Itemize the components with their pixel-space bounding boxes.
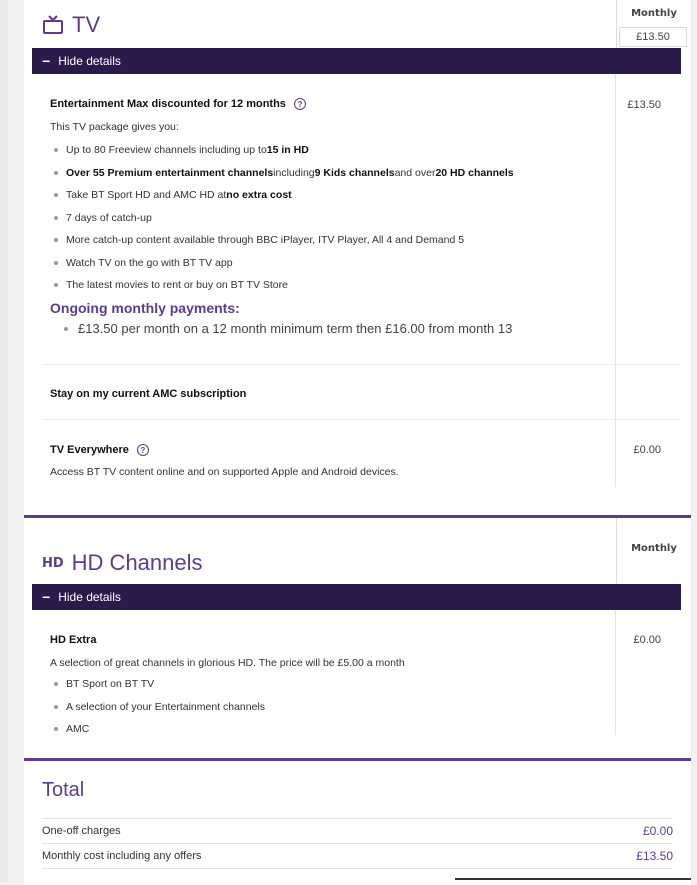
hd-heading [42, 550, 203, 576]
package-feature-list [50, 139, 514, 297]
amc-subscription-label: Stay on my current AMC subscription [50, 388, 247, 400]
left-gutter [0, 0, 8, 882]
tv-everywhere-title-text: TV Everywhere [50, 444, 129, 456]
ongoing-payments-line [64, 321, 512, 336]
bullet-icon [54, 171, 58, 175]
ongoing-payments-text: £13.50 per month on a 12 month minimum term then £16.00 from month 13 [78, 321, 513, 336]
list-item: Up to 80 Freeview channels including up to 15 in HD [50, 139, 514, 162]
tv-hide-details-label: Hide details [58, 54, 121, 68]
hd-hide-details-button[interactable] [32, 584, 681, 610]
minus-icon: − [42, 53, 51, 69]
tv-heading [42, 12, 100, 38]
one-off-charges-label: One-off charges [42, 825, 121, 837]
bullet-icon [64, 327, 68, 331]
package-title-text: Entertainment Max discounted for 12 months [50, 98, 286, 110]
list-item: AMC [50, 718, 265, 741]
hd-title: HD Channels [71, 550, 203, 575]
bullet-icon [54, 148, 58, 152]
bullet-icon [54, 705, 58, 709]
hd-icon: HD [42, 555, 64, 571]
tv-title: TV [72, 12, 101, 37]
ongoing-payments-title: Ongoing monthly payments: [50, 300, 240, 316]
list-item: More catch-up content available through BBC iPlayer, ITV Player, All 4 and Demand 5 [50, 229, 514, 252]
one-off-charges-row [42, 818, 673, 843]
tv-icon [42, 15, 64, 35]
hd-channels-section [24, 515, 691, 761]
help-icon[interactable]: ? [137, 444, 149, 456]
hd-extra-title: HD Extra [50, 634, 97, 646]
price-column-divider [615, 74, 616, 487]
help-icon[interactable]: ? [294, 98, 306, 110]
list-item: Take BT Sport HD and AMC HD at no extra cost [50, 184, 514, 207]
list-item: Watch TV on the go with BT TV app [50, 252, 514, 275]
bullet-icon [54, 238, 58, 242]
tv-section [24, 0, 691, 515]
bullet-icon [54, 193, 58, 197]
tv-everywhere-price: £0.00 [633, 444, 661, 456]
hd-hide-details-label: Hide details [58, 590, 121, 604]
monthly-cost-label: Monthly cost including any offers [42, 850, 202, 862]
row-divider [42, 419, 681, 420]
monthly-cost-value: £13.50 [636, 849, 673, 863]
row-divider [42, 364, 681, 365]
bullet-icon [54, 261, 58, 265]
one-off-charges-value: £0.00 [642, 824, 673, 838]
amc-subscription-option[interactable] [50, 388, 246, 400]
bullet-icon [54, 727, 58, 731]
hd-extra-description: A selection of great channels in glorious HD. The price will be £5.00 a month [50, 657, 405, 669]
tv-everywhere-description: Access BT TV content online and on supported Apple and Android devices. [50, 466, 399, 478]
hd-monthly-label: Monthly [631, 543, 677, 554]
monthly-cost-row [42, 843, 673, 869]
tv-everywhere-title [50, 444, 149, 456]
package-intro: This TV package gives you: [50, 121, 179, 133]
total-title: Total [42, 779, 85, 801]
list-item: Over 55 Premium entertainment channels including 9 Kids channels and over 20 HD channels [50, 162, 514, 185]
tv-header-price: £13.50 [619, 27, 687, 47]
bottom-edge-line [455, 878, 691, 880]
list-item: 7 days of catch-up [50, 207, 514, 230]
hd-extra-price: £0.00 [633, 634, 661, 646]
hd-feature-list [50, 673, 265, 741]
price-column-divider [615, 610, 616, 735]
list-item: The latest movies to rent or buy on BT TV Store [50, 274, 514, 297]
minus-icon: − [42, 589, 51, 605]
bullet-icon [54, 682, 58, 686]
list-item: BT Sport on BT TV [50, 673, 265, 696]
hd-monthly-header [616, 518, 691, 584]
package-title [50, 98, 306, 110]
package-price: £13.50 [627, 99, 661, 111]
tv-hide-details-button[interactable] [32, 48, 681, 74]
bullet-icon [54, 283, 58, 287]
list-item: A selection of your Entertainment channels [50, 696, 265, 719]
total-section [24, 758, 691, 885]
tv-monthly-label: Monthly [631, 8, 677, 19]
bullet-icon [54, 216, 58, 220]
